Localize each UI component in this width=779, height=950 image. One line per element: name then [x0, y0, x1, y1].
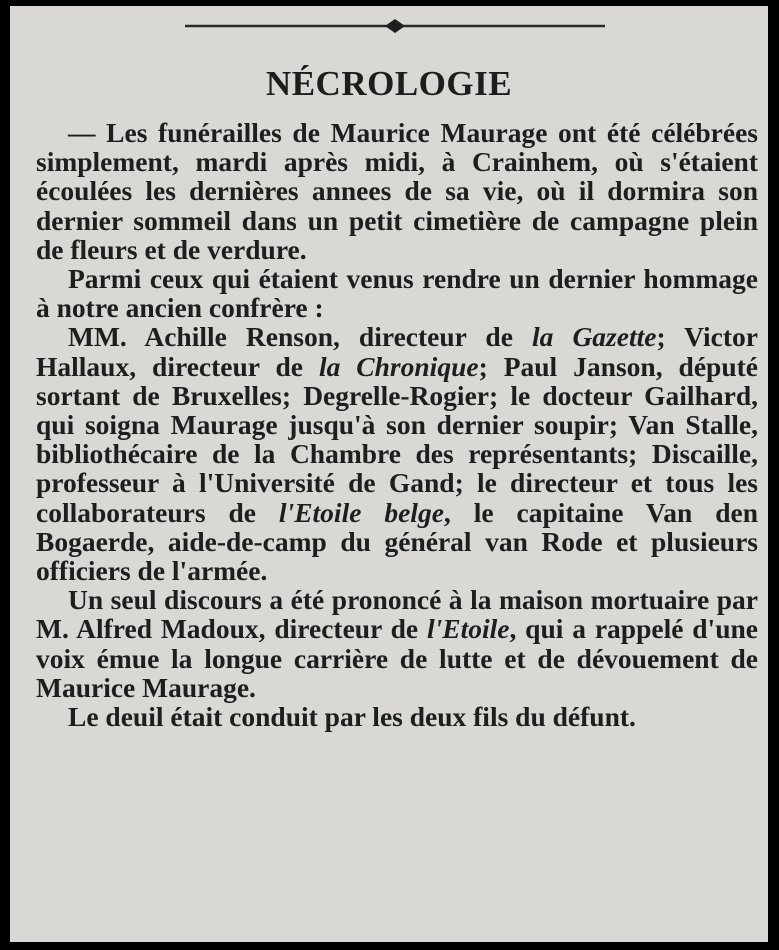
article-paragraph [36, 264, 758, 322]
article-body [36, 118, 758, 731]
text-run: — Les funérailles de Maurice Maurage ont été célébrées simplement, mardi après midi, à Crainhem, où s'étaient écoulées les dernières annees de sa vie, où il dormira son dernier sommeil dans un petit cimetière de campagne plein de fleurs et de verdure. [36, 117, 758, 265]
text-run: ; Paul Janson, député sortant de Bruxelles; Degrelle-Rogier; le docteur Gailhard, qui soigna Maurage jusqu'à son dernier soupir; Van Stalle, bibliothécaire de la Chambre des représentants; Discaille, professeur à l'Université de Gand; le directeur et tous les collaborateurs de [36, 350, 758, 528]
text-run: , le capitaine Van den Bogaerde, aide-de-camp du général van Rode et plusieurs officiers de l'armée. [36, 496, 758, 587]
text-run: Le deuil était conduit par les deux fils du défunt. [68, 701, 636, 733]
text-run: ; Victor Hallaux, directeur de [36, 321, 758, 382]
article-paragraph [36, 118, 758, 264]
newspaper-clipping [10, 6, 768, 942]
text-run: MM. Achille Renson, directeur de [68, 321, 532, 353]
text-run: , qui a rappelé d'une voix émue la longue carrière de lutte et de dévouement de Maurice Maurage. [36, 613, 758, 703]
newspaper-title: la Chronique [318, 350, 479, 382]
article-paragraph [36, 322, 758, 585]
article-heading: NÉCROLOGIE [265, 64, 513, 103]
text-run: Parmi ceux qui étaient venus rendre un dernier hommage à notre ancien confrère : [36, 263, 758, 324]
newspaper-title: l'Etoile [426, 613, 510, 645]
ornamental-rule [185, 18, 605, 34]
article-paragraph [36, 702, 758, 731]
newspaper-title: la Gazette [531, 321, 657, 353]
newspaper-title: l'Etoile belge [278, 496, 444, 528]
text-run: Un seul discours a été prononcé à la maison mortuaire par M. Alfred Madoux, directeur de [36, 584, 758, 645]
article-paragraph [36, 585, 758, 702]
